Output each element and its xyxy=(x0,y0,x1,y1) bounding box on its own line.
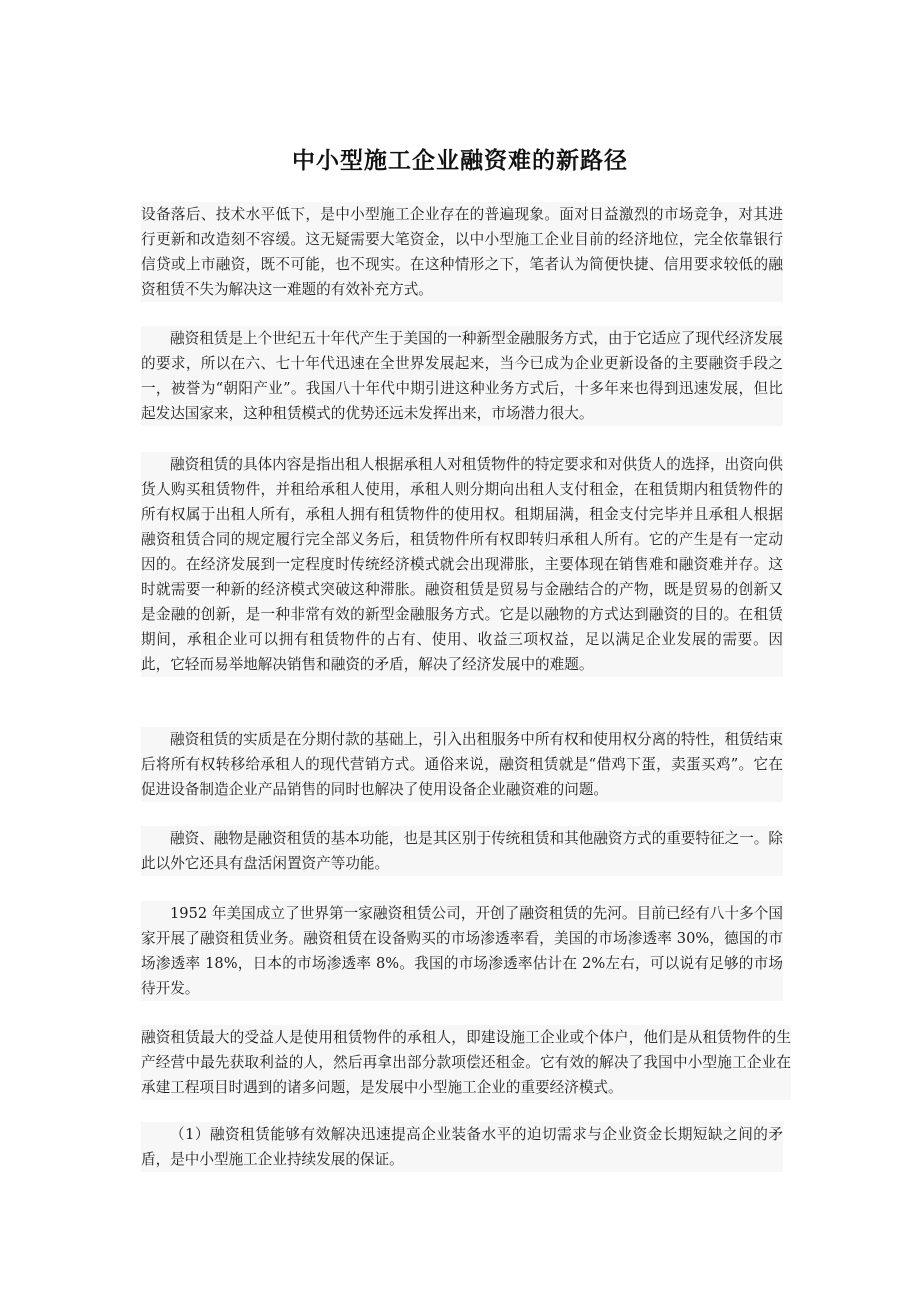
paragraph-point-1: （1）融资租赁能够有效解决迅速提高企业装备水平的迫切需求与企业资金长期短缺之间的矛盾，是中小型施工企业持续发展的保证。 xyxy=(141,1122,783,1172)
document-title: 中小型施工企业融资难的新路径 xyxy=(292,148,628,174)
paragraph-leasing-essence: 融资租赁的实质是在分期付款的基础上，引入出租服务中所有权和使用权分离的特性，租赁结束后将所有权转移给承租人的现代营销方式。通俗来说，融资租赁就是“借鸡下蛋，卖蛋买鸡”。它在促进设备制造企业产品销售的同时也解决了使用设备企业融资难的问题。 xyxy=(141,727,783,802)
paragraph-market-penetration: 1952 年美国成立了世界第一家融资租赁公司，开创了融资租赁的先河。目前已经有八十多个国家开展了融资租赁业务。融资租赁在设备购买的市场渗透率看，美国的市场渗透率 30%，德国的市场渗透率 18%，日本的市场渗透率 8%。我国的市场渗透率估计在 2%左右，可以说有足够的市场待开发。 xyxy=(141,901,783,1001)
paragraph-leasing-history: 融资租赁是上个世纪五十年代产生于美国的一种新型金融服务方式，由于它适应了现代经济发展的要求，所以在六、七十年代迅速在全世界发展起来，当今已成为企业更新设备的主要融资手段之一，被誉为“朝阳产业”。我国八十年代中期引进这种业务方式后，十多年来也得到迅速发展，但比起发达国家来，这种租赁模式的优势还远未发挥出来，市场潜力很大。 xyxy=(141,326,783,426)
paragraph-leasing-functions: 融资、融物是融资租赁的基本功能，也是其区别于传统租赁和其他融资方式的重要特征之一。除此以外它还具有盘活闲置资产等功能。 xyxy=(141,826,783,876)
paragraph-intro: 设备落后、技术水平低下，是中小型施工企业存在的普遍现象。面对日益激烈的市场竞争，对其进行更新和改造刻不容缓。这无疑需要大笔资金，以中小型施工企业目前的经济地位，完全依靠银行信贷或上市融资，既不可能，也不现实。在这种情形之下，笔者认为简便快捷、信用要求较低的融资租赁不失为解决这一难题的有效补充方式。 xyxy=(141,202,783,302)
paragraph-beneficiaries: 融资租赁最大的受益人是使用租赁物件的承租人，即建设施工企业或个体户，他们是从租赁物件的生产经营中最先获取利益的人，然后再拿出部分款项偿还租金。它有效的解决了我国中小型施工企业在承建工程项目时遇到的诸多问题，是发展中小型施工企业的重要经济模式。 xyxy=(141,1025,791,1100)
paragraph-leasing-definition: 融资租赁的具体内容是指出租人根据承租人对租赁物件的特定要求和对供货人的选择，出资向供货人购买租赁物件，并租给承租人使用，承租人则分期向出租人支付租金，在租赁期内租赁物件的所有权属于出租人所有，承租人拥有租赁物件的使用权。租期届满，租金支付完毕并且承租人根据融资租赁合同的规定履行完全部义务后，租赁物件所有权即转归承租人所有。它的产生是有一定动因的。在经济发展到一定程度时传统经济模式就会出现滞胀，主要体现在销售难和融资难并存。这时就需要一种新的经济模式突破这种滞胀。融资租赁是贸易与金融结合的产物，既是贸易的创新又是金融的创新，是一种非常有效的新型金融服务方式。它是以融物的方式达到融资的目的。在租赁期间，承租企业可以拥有租赁物件的占有、使用、收益三项权益，足以满足企业发展的需要。因此，它轻而易举地解决销售和融资的矛盾，解决了经济发展中的难题。 xyxy=(141,452,783,677)
